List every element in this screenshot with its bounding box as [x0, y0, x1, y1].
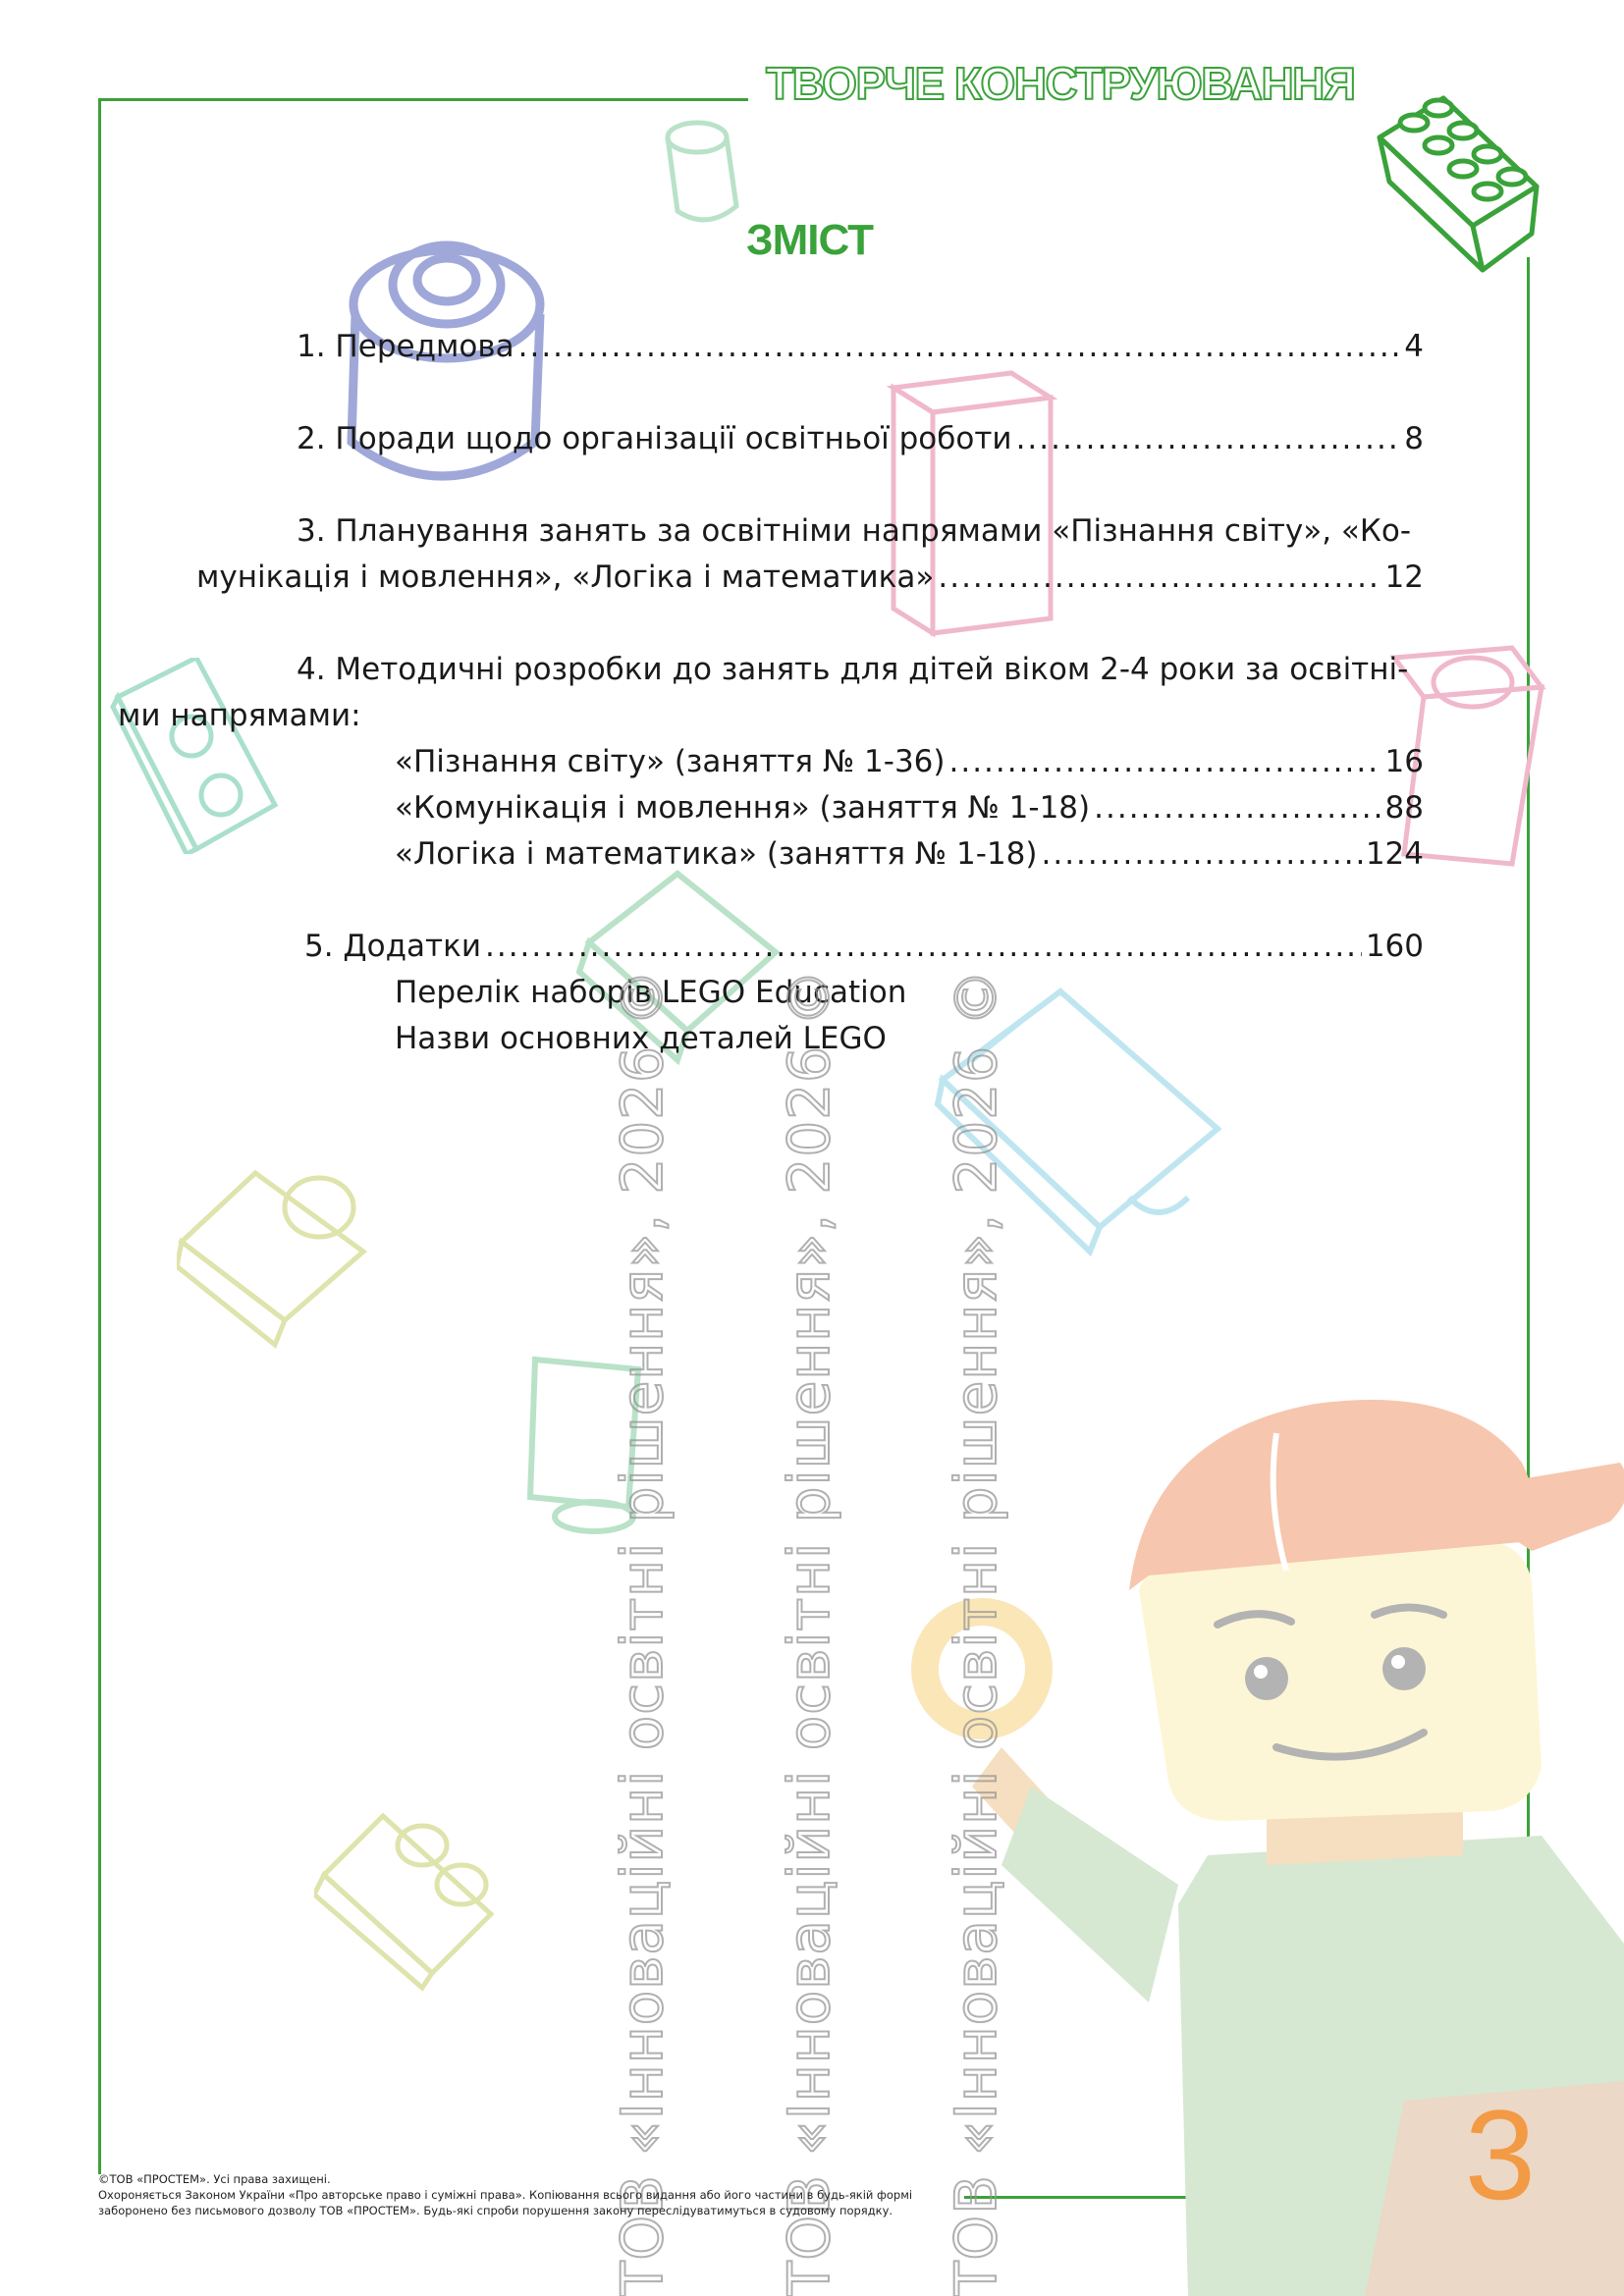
toc-page-number: 8 [1404, 421, 1424, 456]
leader-dots [485, 924, 1362, 970]
toc-subentry[interactable] [118, 739, 1424, 785]
toc-heading: ЗМІСТ [746, 216, 873, 264]
toc-page-number: 4 [1404, 329, 1424, 364]
green-cylinder-brick-icon [653, 113, 751, 240]
toc-entry-line: 3. Планування занять за освітніми напрямами «Пізнання світу», «Ко- [297, 513, 1412, 549]
leader-dots [938, 555, 1380, 601]
footer-line: Охороняється Законом України «Про авторське право і суміжні права». Копіювання всього видання або його частини в будь-якій формі [98, 2188, 913, 2202]
page-number: 3 [1464, 2083, 1536, 2226]
toc-subentry[interactable] [118, 785, 1424, 831]
lego-brick-icon [1370, 79, 1546, 275]
leader-dots [518, 324, 1401, 370]
toc-page-number: 16 [1384, 744, 1424, 779]
frame-left-line [98, 98, 101, 2174]
leader-dots [948, 739, 1380, 785]
toc-entry-4[interactable] [118, 647, 1424, 878]
leader-dots [1016, 416, 1401, 462]
toc-subentry-label: «Пізнання світу» (заняття № 1-36) [395, 744, 946, 779]
toc-page-number: 88 [1384, 790, 1424, 826]
copyright-footer [98, 2171, 943, 2218]
toc-entry-1[interactable] [196, 324, 1424, 370]
footer-line: заборонено без письмового дозволу ТОВ «ПРОСТЕМ». Будь-які спроби порушення закону переслідуватимуться в судовому порядку. [98, 2204, 893, 2217]
toc-page-number: 124 [1365, 836, 1424, 872]
running-header: ТВОРЧЕ КОНСТРУЮВАННЯ [766, 58, 1355, 109]
toc-entry-line: 4. Методичні розробки до занять для дітей віком 2-4 роки за освітні- [297, 652, 1409, 687]
toc-entry-line: ми напрямами: [118, 698, 361, 733]
frame-top-line [98, 98, 748, 101]
toc-entry-2[interactable] [196, 416, 1424, 462]
watermark-text: ТОВ «Інноваційні освітні рішення», 2026 © [943, 968, 1009, 2296]
toc-subentry[interactable] [118, 831, 1424, 878]
footer-line: ©ТОВ «ПРОСТЕМ». Усі права захищені. [98, 2172, 331, 2186]
toc-entry-3[interactable] [196, 508, 1424, 601]
toc-appendix-item: Перелік наборів LEGO Education [395, 975, 907, 1010]
leader-dots [1041, 831, 1361, 878]
toc-subentry-label: «Комунікація і мовлення» (заняття № 1-18) [395, 790, 1091, 826]
toc-entry-label: 2. Поради щодо організації освітньої роботи [297, 421, 1012, 456]
toc-page-number: 12 [1384, 560, 1424, 595]
toc-entry-line: мунікація і мовлення», «Логіка і математика» [196, 560, 935, 595]
toc-page-number: 160 [1365, 929, 1424, 964]
leader-dots [1094, 785, 1380, 831]
toc-appendix-item: Назви основних деталей LEGO [395, 1021, 887, 1056]
watermark-text: ТОВ «Інноваційні освітні рішення», 2026 © [776, 968, 842, 2296]
toc-subentry-label: «Логіка і математика» (заняття № 1-18) [395, 836, 1038, 872]
yellow-brick-icon-top [177, 1163, 373, 1350]
watermark-text: ТОВ «Інноваційні освітні рішення», 2026 © [609, 968, 676, 2296]
toc-entry-label: 1. Передмова [297, 329, 514, 364]
yellow-brick-icon-bottom [314, 1806, 501, 1993]
toc-entry-label: 5. Додатки [304, 929, 481, 964]
